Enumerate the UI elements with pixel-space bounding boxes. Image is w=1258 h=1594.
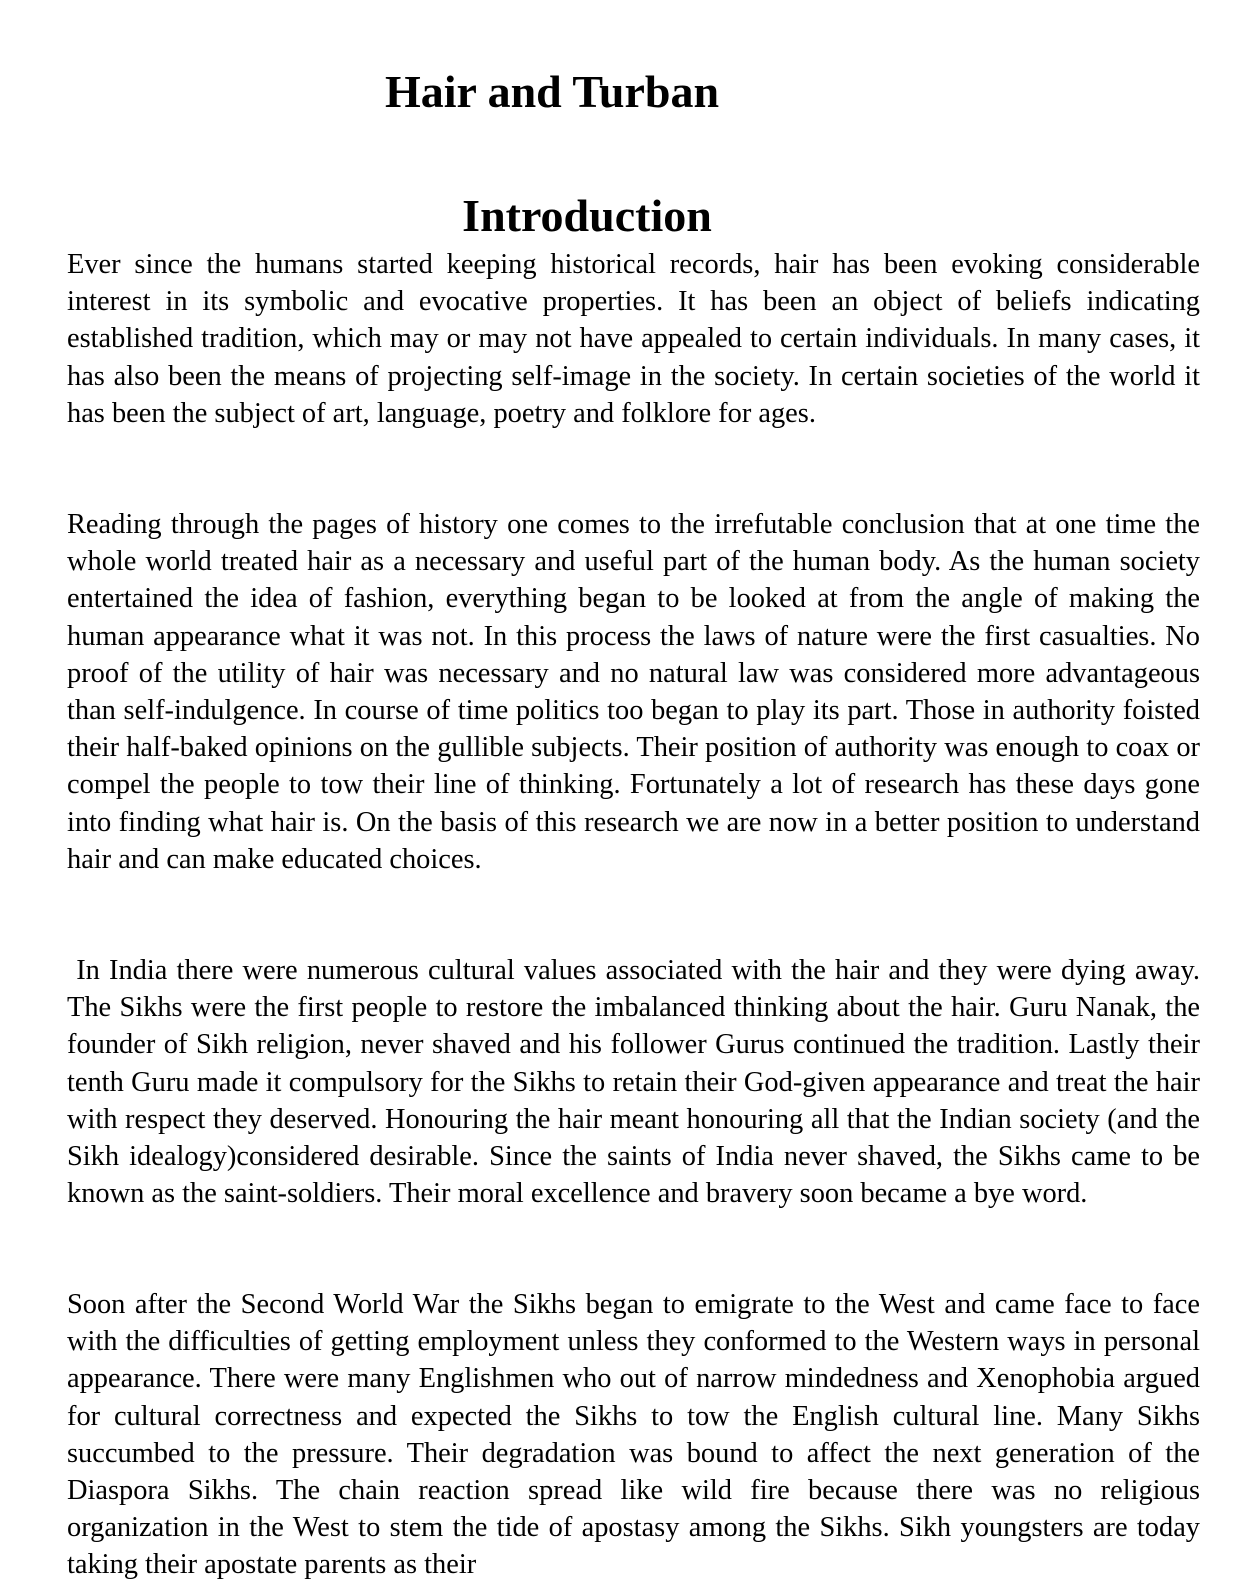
paragraph-1: Ever since the humans started keeping historical records, hair has been evoking considerable interest in its symbolic and evocative properties. It has been an object of beliefs indicating established tradition, which may or may not have appealed to certain individuals. In many cases, it has also been the means of projecting self-image in the society. In certain societies of the world it has been the subject of art, language, poetry and folklore for ages.: [67, 249, 1200, 429]
paragraph-4: Soon after the Second World War the Sikhs began to emigrate to the West and came face to face with the difficulties of getting employment unless they conformed to the Western ways in personal appearance. There were many Englishmen who out of narrow mindedness and Xenophobia argued for cultural correctness and expected the Sikhs to tow the English cultural line. Many Sikhs succumbed to the pressure. Their degradation was bound to affect the next generation of the Diaspora Sikhs. The chain reaction spread like wild fire because there was no religious organization in the West to stem the tide of apostasy among the Sikhs. Sikh youngsters are today taking their apostate parents as their: [67, 1289, 1200, 1581]
paragraph-3: In India there were numerous cultural values associated with the hair and they were dying away. The Sikhs were the first people to restore the imbalanced thinking about the hair. Guru Nanak, the founder of Sikh religion, never shaved and his follower Gurus continued the tradition. Lastly their tenth Guru made it compulsory for the Sikhs to retain their God-given appearance and treat the hair with respect they deserved. Honouring the hair meant honouring all that the Indian society (and the Sikh idealogy)considered desirable. Since the saints of India never shaved, the Sikhs came to be known as the saint-soldiers. Their moral excellence and bravery soon became a bye word.: [67, 955, 1200, 1210]
document-title: Hair and Turban: [384, 66, 720, 117]
paragraph-2: Reading through the pages of history one comes to the irrefutable conclusion that at one time the whole world treated hair as a necessary and useful part of the human body. As the human society entertained the idea of fashion, everything began to be looked at from the angle of making the human appearance what it was not. In this process the laws of nature were the first casualties. No proof of the utility of hair was necessary and no natural law was considered more advantageous than self-indulgence. In course of time politics too began to play its part. Those in authority foisted their half-baked opinions on the gullible subjects. Their position of authority was enough to coax or compel the people to tow their line of thinking. Fortunately a lot of research has these days gone into finding what hair is. On the basis of this research we are now in a better position to understand hair and can make educated choices.: [67, 509, 1200, 875]
section-heading: Introduction: [462, 190, 712, 241]
